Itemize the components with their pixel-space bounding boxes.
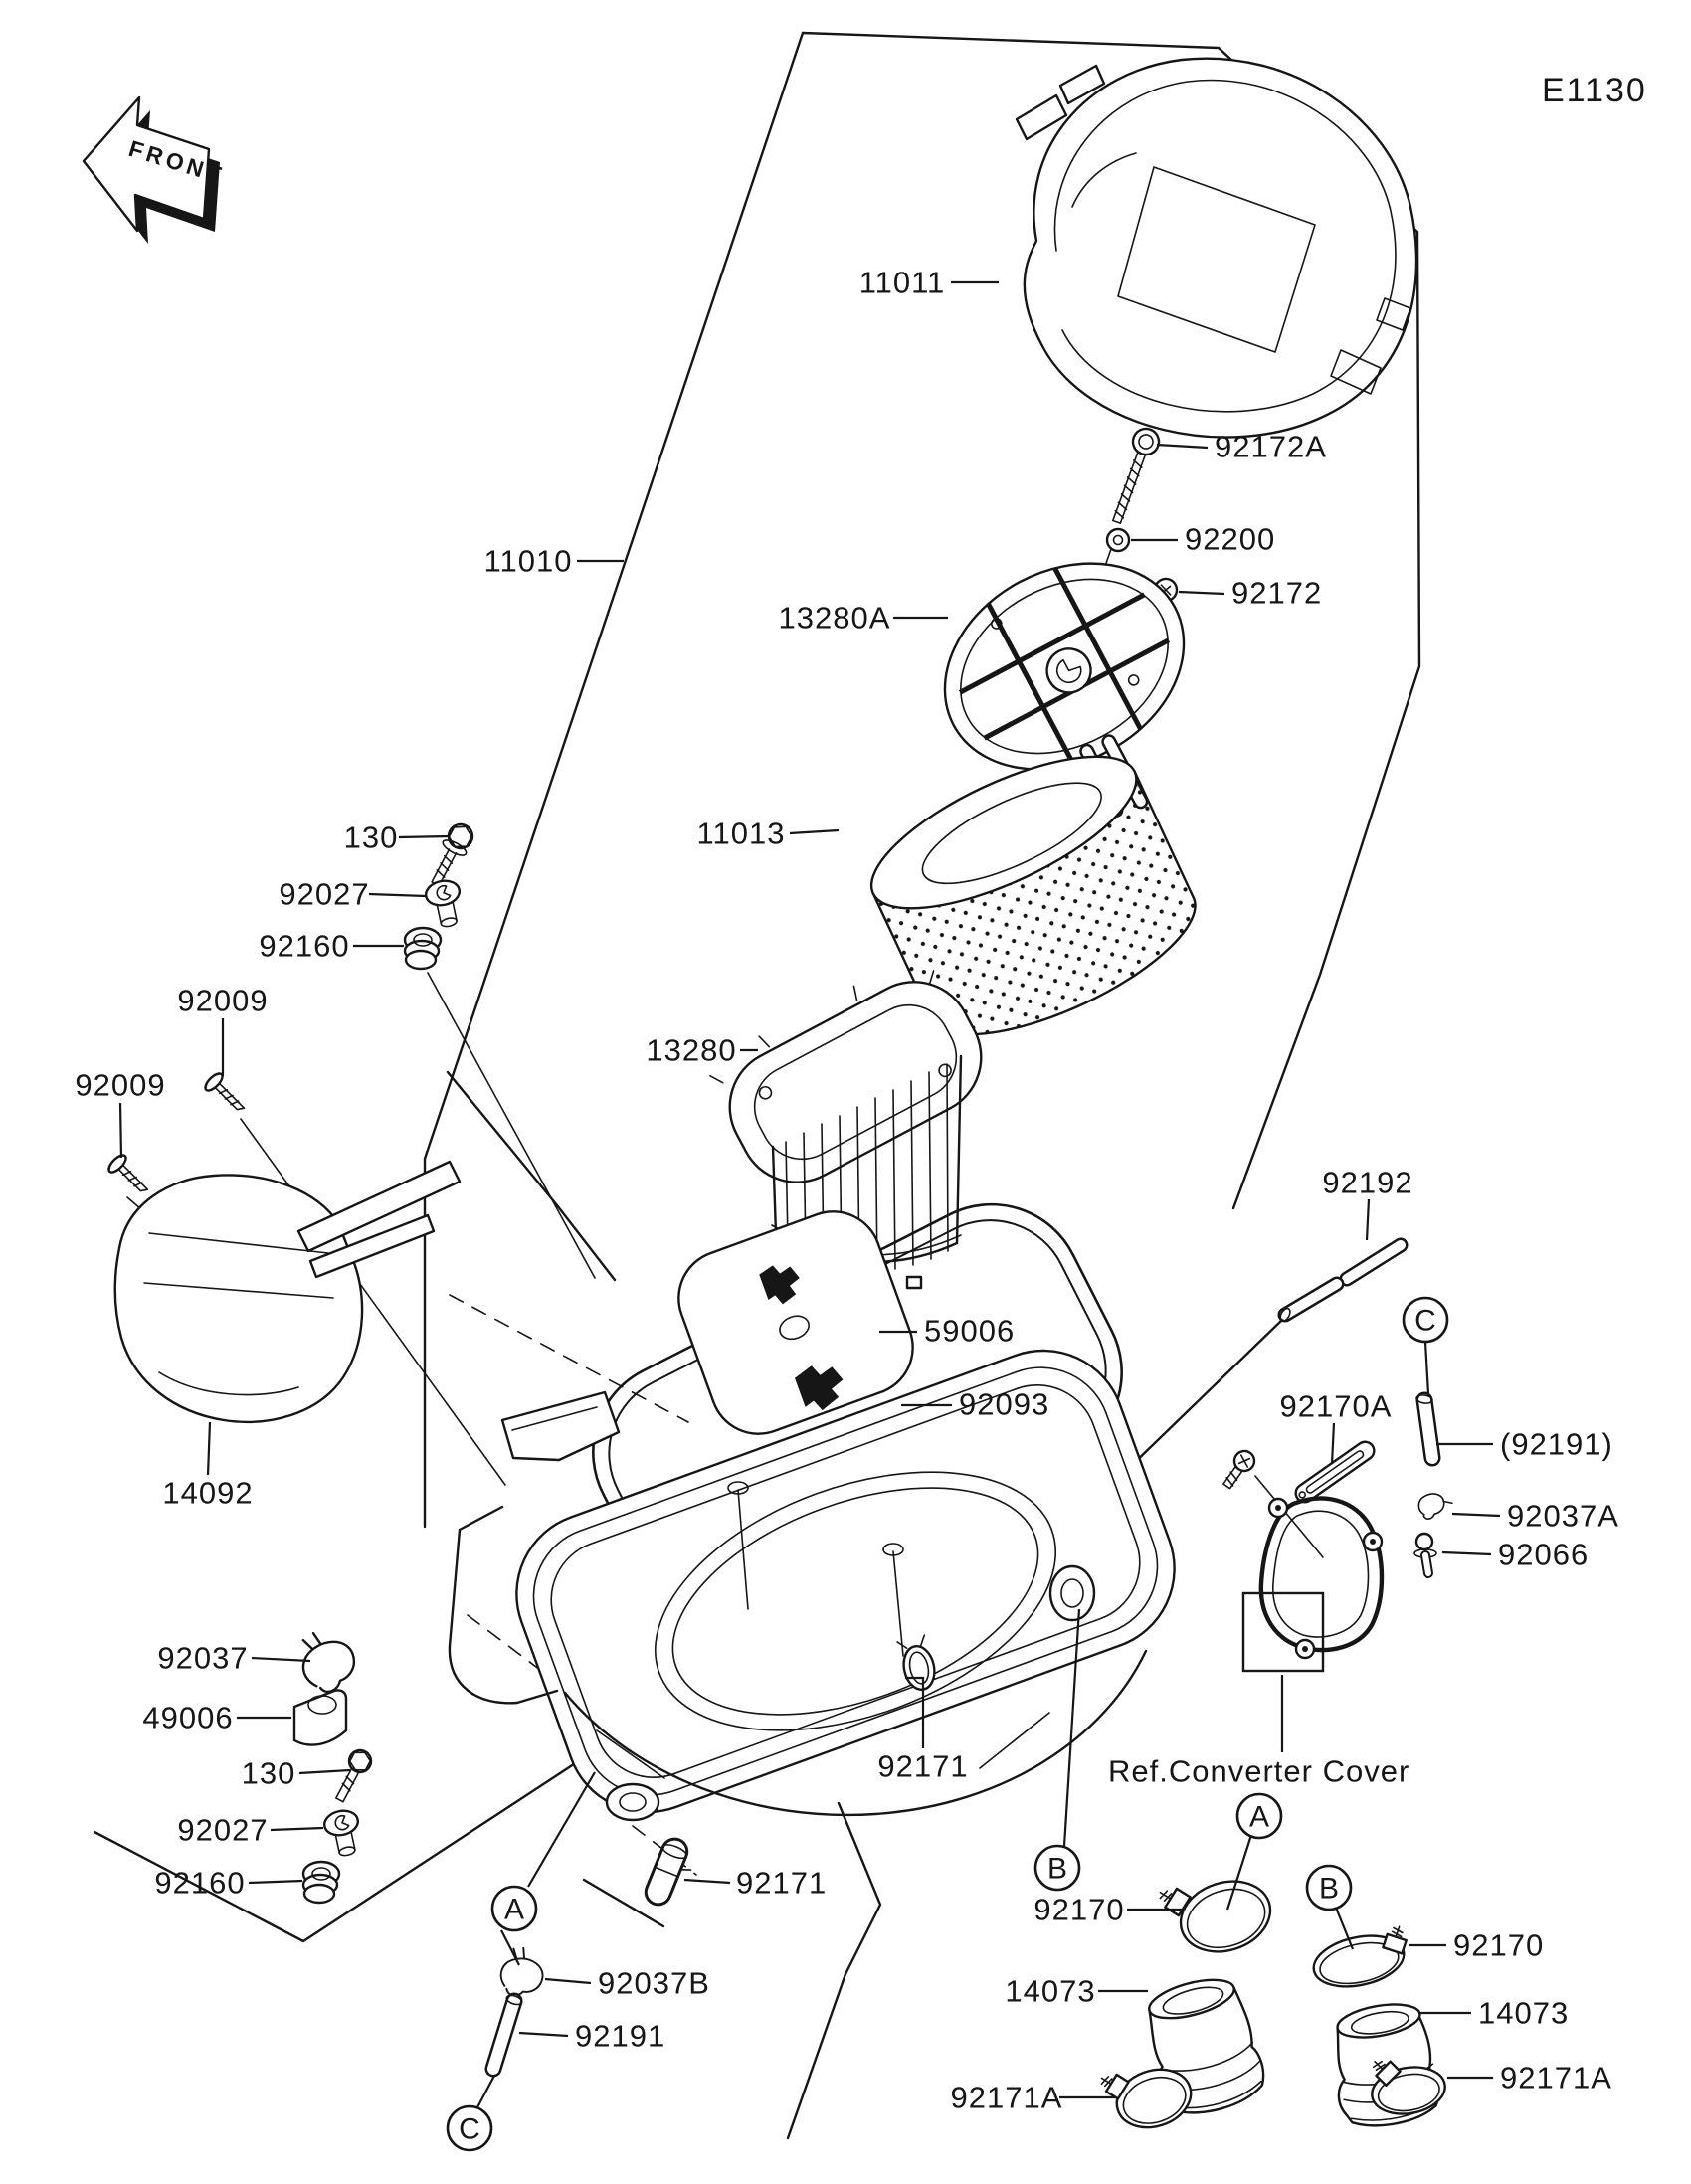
balloon-letter-c-tube-left: C	[459, 2112, 480, 2146]
part-label-92066: 92066	[1498, 1537, 1590, 1572]
front-arrow-icon	[84, 97, 228, 244]
screw-92009-1-drawing	[203, 1071, 250, 1118]
part-label-14073-1: 14073	[1005, 1973, 1096, 2009]
leader-92172	[1179, 592, 1224, 594]
tube-92191-1-drawing	[493, 1994, 523, 2069]
part-label-11011: 11011	[858, 265, 946, 300]
part-label-92171a-2: 92171A	[1500, 2060, 1612, 2095]
leader-130-1	[399, 836, 450, 837]
part-label-92009-1: 92009	[177, 983, 269, 1018]
leader-92160-2	[249, 1881, 302, 1883]
part-label-92160-2: 92160	[154, 1865, 246, 1901]
balloon-c-tube-left	[448, 2106, 491, 2150]
front-arrow-label: FRONT	[125, 134, 229, 189]
leader-92170a	[1332, 1423, 1334, 1464]
part-label-13280: 13280	[646, 1032, 737, 1068]
tube-92191-2-drawing	[1416, 1394, 1433, 1458]
duct-92171-2-drawing	[647, 1842, 697, 1901]
part-label-92093: 92093	[959, 1386, 1050, 1422]
leader-92027-2	[271, 1828, 323, 1830]
part-label-92037: 92037	[157, 1640, 249, 1676]
cover-11011-drawing	[1017, 59, 1416, 438]
part-label-59006: 59006	[924, 1313, 1016, 1349]
leader-92027-1	[369, 894, 426, 896]
clamp-92170-1-drawing	[1151, 1854, 1279, 1967]
part-label-92191r: (92191)	[1500, 1426, 1613, 1462]
bolt-130-1-drawing	[424, 819, 477, 889]
part-label-130-1: 130	[343, 819, 399, 855]
balloon-letter-b-airbox: B	[1046, 1852, 1068, 1886]
part-label-92037b: 92037B	[598, 1965, 710, 2001]
leader-92172a	[1157, 445, 1208, 448]
part-label-92009-2: 92009	[75, 1067, 166, 1103]
part-label-92027-1: 92027	[279, 876, 370, 912]
part-label-ref-converter-cover: Ref.Converter Cover	[1108, 1753, 1410, 1789]
part-label-14092: 14092	[162, 1475, 254, 1511]
clamp-92037b-drawing	[497, 1945, 547, 2000]
part-label-13280a: 13280A	[778, 600, 891, 636]
bolt-130-2-drawing	[330, 1746, 375, 1805]
leader-92037b	[545, 1979, 591, 1983]
leader-130-2	[299, 1770, 350, 1773]
leader-92037	[252, 1658, 310, 1661]
balloon-letter-b-duct: B	[1318, 1872, 1340, 1906]
part-label-92170-1: 92170	[1033, 1892, 1125, 1927]
part-label-92171a-1: 92171A	[950, 2080, 1063, 2115]
part-label-92037a: 92037A	[1507, 1498, 1619, 1534]
balloon-a-duct	[1237, 1794, 1281, 1838]
leader-11013	[790, 830, 839, 833]
screw-92172a-drawing	[1104, 425, 1162, 526]
converter-cover-drawing	[1243, 1499, 1382, 1671]
part-label-92172a: 92172A	[1215, 429, 1327, 464]
plug-92066-drawing	[1414, 1534, 1436, 1573]
grommet-92160-2-drawing	[303, 1862, 339, 1903]
leader-14092	[208, 1422, 210, 1475]
clamp-92170-2-drawing	[1308, 1920, 1419, 1994]
balloon-b-duct	[1307, 1866, 1351, 1910]
part-label-11010: 11010	[483, 543, 573, 579]
part-label-92170a: 92170A	[1279, 1388, 1393, 1424]
cover-14092-drawing	[115, 1162, 460, 1422]
part-number-labels	[75, 266, 1619, 2115]
balloon-b-airbox	[1035, 1846, 1079, 1890]
boot-49006-drawing	[294, 1690, 346, 1744]
balloon-a-airbox	[492, 1887, 536, 1930]
part-label-92171-1: 92171	[877, 1748, 969, 1784]
balloon-c-tube-right	[1404, 1298, 1447, 1342]
part-label-92171-2: 92171	[736, 1865, 828, 1901]
part-label-49006: 49006	[142, 1700, 234, 1735]
tube-92192-drawing	[1278, 1245, 1401, 1323]
part-label-92191-1: 92191	[575, 2018, 666, 2054]
leader-92171-2	[684, 1880, 730, 1883]
part-label-92027-2: 92027	[177, 1812, 269, 1848]
part-label-92170-2: 92170	[1453, 1927, 1545, 1963]
screw-92009-2-drawing	[106, 1153, 153, 1199]
balloon-letter-a-duct: A	[1248, 1800, 1270, 1834]
part-label-92192: 92192	[1322, 1165, 1413, 1200]
clip-92037a-drawing	[1416, 1489, 1454, 1521]
part-label-92160-1: 92160	[259, 928, 350, 964]
grommet-92160-1-drawing	[405, 928, 441, 969]
balloon-letter-c-tube-right: C	[1414, 1304, 1436, 1338]
part-label-14073-2: 14073	[1478, 1995, 1570, 2031]
part-label-92200: 92200	[1185, 521, 1276, 557]
collar-92027-1-drawing	[424, 878, 467, 930]
leader-92192	[1367, 1199, 1369, 1240]
leader-92037a	[1452, 1514, 1500, 1516]
part-label-130-2: 130	[241, 1755, 296, 1791]
strip-92170a-drawing	[1292, 1438, 1378, 1506]
leader-92066	[1442, 1552, 1491, 1554]
part-label-11013: 11013	[696, 816, 786, 851]
balloon-letter-a-airbox: A	[503, 1893, 525, 1926]
leader-92009-2	[120, 1103, 121, 1158]
page-code: E1130	[1542, 72, 1647, 109]
part-label-92172: 92172	[1231, 575, 1323, 611]
collar-92027-2-drawing	[322, 1808, 365, 1859]
leader-92191-1	[519, 2033, 568, 2036]
